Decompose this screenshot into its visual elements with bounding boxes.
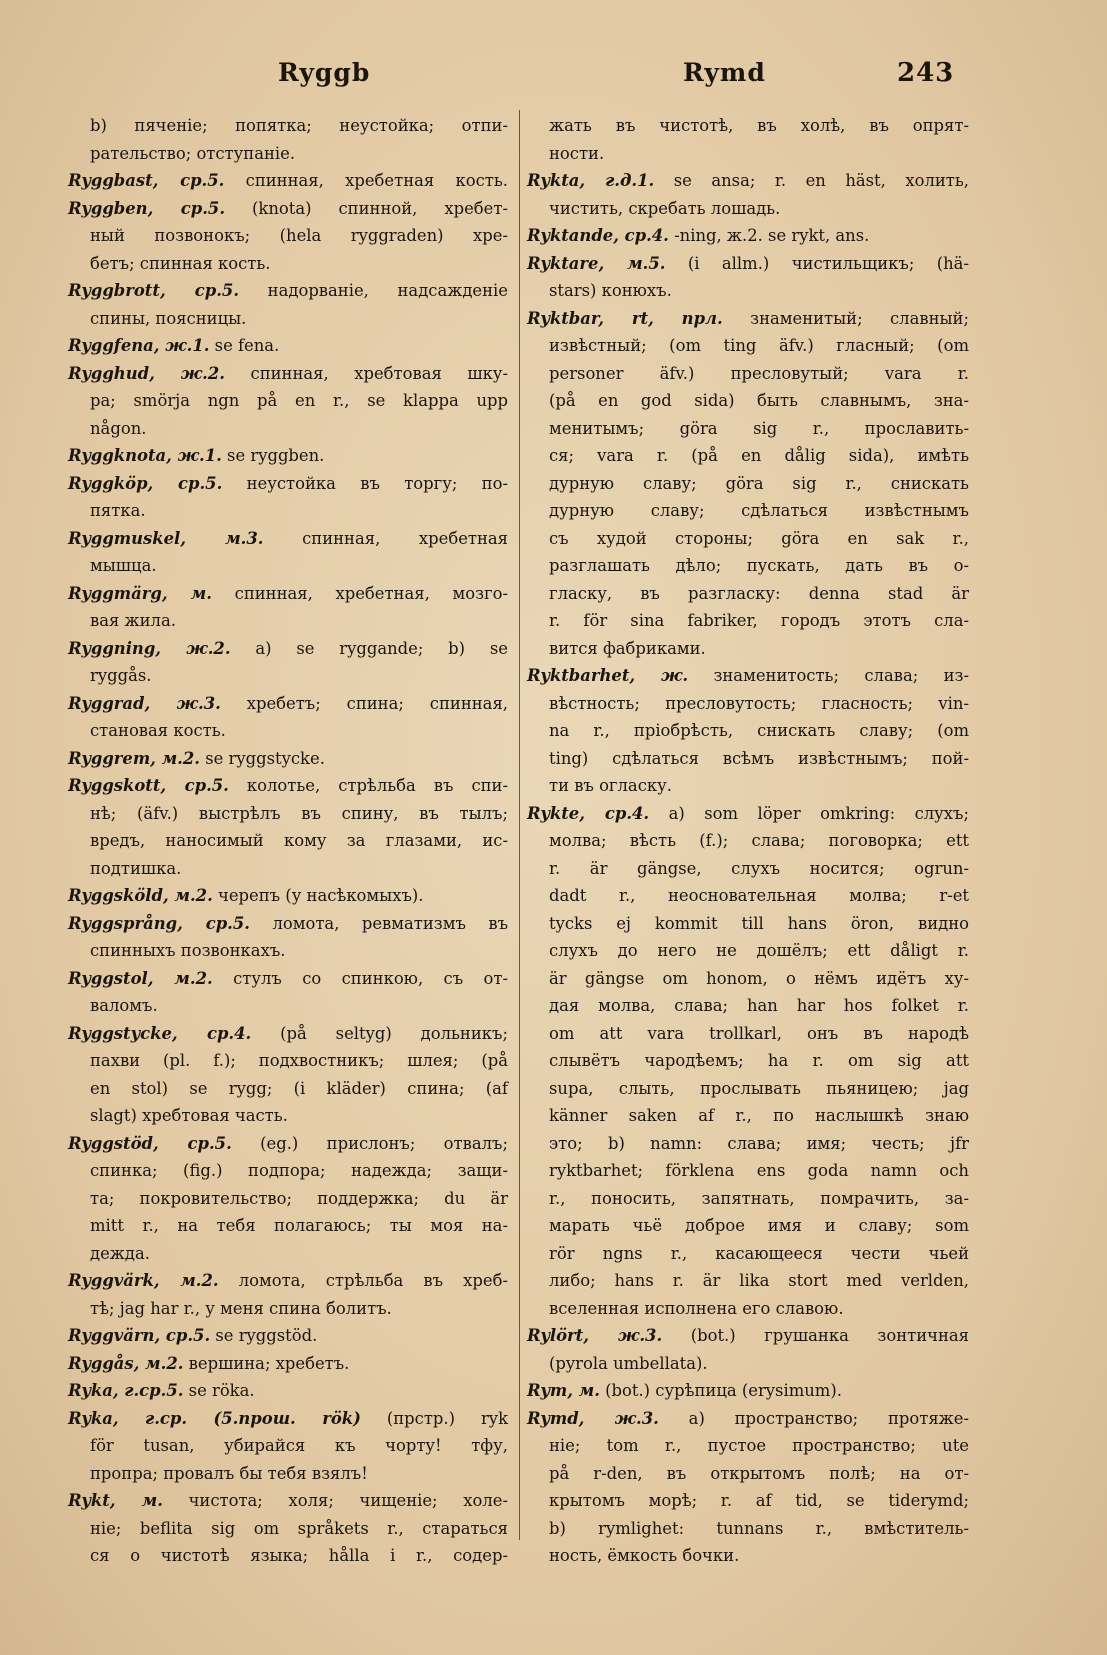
definition-text: ность, ёмкость бочки.: [549, 1546, 740, 1565]
definition-text: извѣстный; (om ting äfv.) гласный; (om: [549, 336, 969, 355]
definition-text: слывётъ чародѣемъ; ha r. om sig att: [549, 1051, 969, 1070]
dictionary-text-line: [68, 222, 508, 250]
definition-text: ryktbarhet; förklena ens goda namn och: [549, 1161, 969, 1180]
dictionary-entry-line: [68, 882, 508, 910]
definition-text: нѣ; (äfv.) выстрѣлъ въ спину, въ тылъ;: [90, 803, 508, 823]
definition-text: ся; vara r. (på en dålig sida), имѣть: [549, 446, 969, 465]
dictionary-text-line: [527, 195, 969, 223]
headword: Ryggsprång, ср.5.: [68, 913, 251, 933]
definition-text: гласку, въ разгласку: denna stad är: [549, 583, 969, 603]
running-head-right: Rymd: [683, 58, 766, 87]
headword: Ryggskott, ср.5.: [68, 776, 229, 795]
dictionary-text-line: [527, 937, 969, 965]
headword: Ryggstycke, ср.4.: [68, 1023, 252, 1043]
dictionary-text-line: [527, 882, 969, 910]
definition-text: слухъ до него не дошёлъ; ett dåligt r.: [549, 941, 969, 960]
headword: Ryka, г.ср.5.: [68, 1381, 184, 1400]
definition-text: спинныхъ позвонкахъ.: [90, 941, 286, 960]
definition-text: подтишка.: [90, 858, 182, 878]
headword: Ryggås, м.2.: [68, 1353, 184, 1373]
dictionary-text-line: [68, 1240, 508, 1268]
definition-text: tycks ej kommit till hans öron, видно: [549, 913, 969, 933]
definition-text: колотье, стрѣльба въ спи-: [246, 776, 509, 795]
definition-text: мышца.: [90, 556, 157, 575]
definition-text: надорваніе, надсажденіе: [267, 281, 508, 300]
dictionary-entry-line: [68, 745, 508, 773]
dictionary-text-line: [527, 635, 969, 663]
definition-text: неустойка въ торгу; по-: [246, 473, 509, 493]
definition-text: en stol) se rygg; (i kläder) спина; (af: [90, 1078, 508, 1098]
headword: Ryggfena, ж.1.: [68, 336, 210, 355]
headword: Ryggköp, ср.5.: [68, 473, 223, 493]
definition-text: съ худой стороны; göra en sak r.,: [549, 528, 969, 548]
dictionary-text-line: [68, 1432, 508, 1460]
definition-text: någon.: [90, 418, 147, 438]
dictionary-entry-line: [68, 690, 508, 718]
definition-text: спинка; (fig.) подпора; надежда; защи-: [90, 1161, 508, 1180]
definition-text: ryggås.: [90, 666, 152, 685]
definition-text: om att vara trollkarl, онъ въ народѣ: [549, 1023, 969, 1043]
dictionary-text-line: [527, 360, 969, 388]
definition-text: (bot.) сурѣпица (erysimum).: [605, 1381, 842, 1400]
definition-text: вая жила.: [90, 611, 176, 630]
definition-text: (pyrola umbellata).: [549, 1353, 708, 1373]
dictionary-entry-line: [68, 1020, 508, 1048]
headword: Ryggning, ж.2.: [68, 638, 231, 658]
definition-text: (knota) спинной, хребет-: [252, 198, 508, 218]
definition-text: b) пяченіе; попятка; неустойка; отпи-: [90, 116, 508, 135]
definition-text: se ryggben.: [227, 446, 325, 465]
definition-text: supa, слыть, прослывать пьяницею; jag: [549, 1078, 969, 1098]
definition-text: se ryggstöd.: [215, 1326, 318, 1345]
definition-text: rör ngns r., касающееся чести чьей: [549, 1243, 969, 1263]
definition-text: вершина; хребетъ.: [188, 1353, 350, 1373]
definition-text: хребетъ; спина; спинная,: [246, 693, 508, 713]
definition-text: (bot.) грушанка зонтичная: [690, 1326, 969, 1345]
headword: Ryggben, ср.5.: [68, 198, 226, 218]
dictionary-entry-line: [527, 222, 969, 250]
definition-text: знаменитый; славный;: [750, 308, 969, 328]
definition-text: дежда.: [90, 1243, 150, 1263]
definition-text: либо; hans r. är lika stort med verlden,: [549, 1271, 969, 1290]
dictionary-entry-line: [68, 1405, 508, 1433]
dictionary-text-line: [68, 305, 508, 333]
headword: Ryka, г.ср. (5.прош. rök): [68, 1408, 361, 1428]
headword: Ryktbar, rt, прл.: [527, 308, 723, 328]
definition-text: ный позвонокъ; (hela ryggraden) хре-: [90, 226, 508, 245]
dictionary-text-line: [68, 112, 508, 140]
definition-text: a) se ryggande; b) se: [255, 638, 508, 658]
definition-text: вредъ, наносимый кому за глазами, ис-: [90, 831, 508, 850]
dictionary-text-line: [527, 1157, 969, 1185]
dictionary-text-line: [68, 1185, 508, 1213]
dictionary-entry-line: [68, 1487, 508, 1515]
dictionary-text-line: [68, 1542, 508, 1570]
headword: Ryggmärg, м.: [68, 583, 212, 603]
dictionary-text-line: [527, 140, 969, 168]
dictionary-text-line: [527, 442, 969, 470]
dictionary-text-line: [527, 992, 969, 1020]
dictionary-entry-line: [527, 662, 969, 690]
definition-text: дая молва, слава; han har hos folket r.: [549, 996, 969, 1015]
dictionary-text-line: [527, 1047, 969, 1075]
dictionary-text-line: [527, 607, 969, 635]
definition-text: ся о чистотѣ языка; hålla i r., содер-: [90, 1546, 508, 1565]
definition-text: стулъ со спинкою, съ от-: [233, 968, 508, 988]
dictionary-entry-line: [68, 195, 508, 223]
definition-text: ломота, ревматизмъ въ: [272, 913, 509, 933]
headword: Ryggbrott, ср.5.: [68, 281, 240, 300]
definition-text: знаменитость; слава; из-: [713, 666, 969, 685]
dictionary-text-line: [527, 1487, 969, 1515]
definition-text: пропра; провалъ бы тебя взялъ!: [90, 1463, 368, 1483]
dictionary-text-line: [527, 1460, 969, 1488]
definition-text: вѣстность; пресловутость; гласность; vin-: [549, 693, 969, 713]
definition-text: (på en god sida) быть славнымъ, зна-: [549, 391, 969, 410]
dictionary-text-line: [527, 1542, 969, 1570]
definition-text: se fena.: [214, 336, 280, 355]
definition-text: på r-den, въ открытомъ полѣ; на от-: [549, 1463, 969, 1483]
definition-text: ніе; beflita sig om språkets r., стараться: [90, 1518, 508, 1538]
dictionary-text-line: [68, 937, 508, 965]
dictionary-text-line: [68, 497, 508, 525]
dictionary-text-line: [68, 1075, 508, 1103]
dictionary-text-line: [68, 387, 508, 415]
dictionary-text-line: [527, 497, 969, 525]
definition-text: крытомъ морѣ; r. af tid, se tiderymd;: [549, 1491, 969, 1510]
headword: Rykt, м.: [68, 1491, 163, 1510]
headword: Ryggrem, м.2.: [68, 748, 200, 768]
definition-text: a) пространство; протяже-: [688, 1408, 970, 1428]
dictionary-text-line: [68, 552, 508, 580]
definition-text: (eg.) прислонъ; отвалъ;: [260, 1133, 508, 1153]
dictionary-text-line: [527, 827, 969, 855]
dictionary-text-line: [68, 1157, 508, 1185]
dictionary-text-line: [527, 415, 969, 443]
definition-text: спинная, хребетная кость.: [245, 171, 508, 190]
definition-text: та; покровительство; поддержка; du är: [90, 1188, 508, 1208]
dictionary-entry-line: [68, 772, 508, 800]
definition-text: чистота; холя; чищеніе; холе-: [188, 1491, 508, 1510]
definition-text: dadt r., неосновательная молва; r-et: [549, 886, 969, 905]
definition-text: становая кость.: [90, 721, 226, 740]
definition-text: разглашать дѣло; пускать, дать въ о-: [549, 556, 969, 575]
definition-text: stars) конюхъ.: [549, 281, 672, 300]
dictionary-text-line: [68, 250, 508, 278]
dictionary-text-line: [527, 387, 969, 415]
dictionary-entry-line: [527, 1377, 969, 1405]
definition-text: personer äfv.) пресловутый; vara r.: [549, 363, 969, 383]
dictionary-text-line: [527, 717, 969, 745]
dictionary-entry-line: [527, 305, 969, 333]
dictionary-entry-line: [68, 1377, 508, 1405]
dictionary-text-line: [68, 662, 508, 690]
dictionary-text-line: [68, 1295, 508, 1323]
dictionary-text-line: [527, 1267, 969, 1295]
definition-text: менитымъ; göra sig r., прославить-: [549, 418, 969, 438]
dictionary-text-line: [527, 1240, 969, 1268]
dictionary-entry-line: [68, 167, 508, 195]
dictionary-text-line: [527, 855, 969, 883]
page-number: 243: [897, 58, 955, 88]
dictionary-text-line: [527, 1515, 969, 1543]
dictionary-text-line: [68, 1460, 508, 1488]
dictionary-text-line: [527, 1020, 969, 1048]
dictionary-text-line: [527, 910, 969, 938]
dictionary-entry-line: [527, 250, 969, 278]
headword: Ryggvärk, м.2.: [68, 1271, 219, 1290]
dictionary-text-line: [68, 140, 508, 168]
dictionary-entry-line: [68, 635, 508, 663]
dictionary-text-line: [527, 1295, 969, 1323]
dictionary-text-line: [68, 1212, 508, 1240]
definition-text: черепъ (у насѣкомыхъ).: [218, 886, 424, 905]
dictionary-text-line: [527, 1185, 969, 1213]
definition-text: чистить, скребать лошадь.: [549, 198, 781, 218]
definition-text: молва; вѣсть (f.); слава; поговорка; ett: [549, 831, 969, 850]
dictionary-entry-line: [68, 470, 508, 498]
right-column: [527, 112, 969, 1570]
definition-text: рательство; отступаніе.: [90, 143, 296, 163]
dictionary-entry-line: [68, 442, 508, 470]
headword: Ryktbarhet, ж.: [527, 666, 689, 685]
dictionary-text-line: [527, 1432, 969, 1460]
dictionary-entry-line: [68, 1350, 508, 1378]
definition-text: mitt r., на тебя полагаюсь; ты моя на-: [90, 1216, 508, 1235]
definition-text: жать въ чистотѣ, въ холѣ, въ опрят-: [549, 116, 969, 135]
dictionary-text-line: [527, 580, 969, 608]
headword: Ryggvärn, ср.5.: [68, 1326, 211, 1345]
definition-text: känner saken af r., по наслышкѣ знаю: [549, 1106, 969, 1125]
headword: Ryktare, м.5.: [527, 253, 666, 273]
dictionary-text-line: [68, 1102, 508, 1130]
definition-text: спинная, хребтовая шку-: [250, 363, 508, 383]
headword: Rylört, ж.3.: [527, 1326, 663, 1345]
dictionary-entry-line: [68, 332, 508, 360]
definition-text: бетъ; спинная кость.: [90, 253, 271, 273]
dictionary-entry-line: [68, 1322, 508, 1350]
dictionary-text-line: [527, 552, 969, 580]
dictionary-text-line: [68, 1515, 508, 1543]
definition-text: slagt) хребтовая часть.: [90, 1106, 288, 1125]
definition-text: марать чьё доброе имя и славу; som: [549, 1216, 969, 1235]
headword: Ryggbast, ср.5.: [68, 171, 225, 190]
definition-text: se ansa; r. en häst, холить,: [673, 171, 969, 190]
dictionary-entry-line: [527, 800, 969, 828]
definition-text: тѣ; jag har r., у меня спина болитъ.: [90, 1298, 392, 1318]
dictionary-text-line: [527, 745, 969, 773]
definition-text: r. för sina fabriker, городъ этотъ сла-: [549, 611, 969, 630]
definition-text: пятка.: [90, 501, 146, 520]
headword: Rykte, ср.4.: [527, 803, 650, 823]
running-head-left: Ryggb: [278, 58, 371, 87]
definition-text: -ning, ж.2. se rykt, ans.: [674, 226, 870, 245]
dictionary-text-line: [527, 1075, 969, 1103]
dictionary-text-line: [527, 690, 969, 718]
definition-text: ломота, стрѣльба въ хреб-: [238, 1271, 508, 1290]
dictionary-entry-line: [527, 1405, 969, 1433]
definition-text: ти въ огласку.: [549, 776, 672, 795]
definition-text: дурную славу; сдѣлаться извѣстнымъ: [549, 501, 969, 520]
headword: Ryktande, ср.4.: [527, 226, 669, 245]
dictionary-text-line: [527, 525, 969, 553]
definition-text: (прстр.) ryk: [386, 1408, 508, 1428]
definition-text: na r., пріобрѣсть, снискать славу; (om: [549, 721, 969, 740]
definition-text: ра; smörja ngn på en r., se klappa upp: [90, 391, 508, 410]
headword: Ryggstöd, ср.5.: [68, 1133, 232, 1153]
column-divider: [519, 110, 520, 1540]
definition-text: спинная, хребетная: [302, 528, 508, 548]
definition-text: r., поносить, запятнать, помрачить, за-: [549, 1188, 969, 1208]
dictionary-text-line: [527, 1212, 969, 1240]
definition-text: ting) сдѣлаться всѣмъ извѣстнымъ; пой-: [549, 748, 969, 768]
headword: Ryggrad, ж.3.: [68, 693, 221, 713]
dictionary-text-line: [527, 1130, 969, 1158]
headword: Rygghud, ж.2.: [68, 363, 226, 383]
dictionary-text-line: [68, 827, 508, 855]
headword: Rykta, г.д.1.: [527, 171, 655, 190]
headword: Ryggsköld, м.2.: [68, 886, 213, 905]
dictionary-entry-line: [527, 1322, 969, 1350]
definition-text: вселенная исполнена его славою.: [549, 1298, 844, 1318]
headword: Ryggknota, ж.1.: [68, 446, 222, 465]
dictionary-entry-line: [68, 580, 508, 608]
dictionary-entry-line: [68, 360, 508, 388]
definition-text: för tusan, убирайся къ чорту! тфу,: [90, 1436, 508, 1455]
dictionary-text-line: [527, 1102, 969, 1130]
dictionary-text-line: [527, 112, 969, 140]
definition-text: se ryggstycke.: [205, 748, 325, 768]
headword: Rym, м.: [527, 1381, 600, 1400]
dictionary-entry-line: [68, 1267, 508, 1295]
dictionary-entry-line: [68, 1130, 508, 1158]
dictionary-text-line: [527, 470, 969, 498]
definition-text: валомъ.: [90, 996, 158, 1015]
definition-text: ніе; tom r., пустое пространство; ute: [549, 1436, 969, 1455]
definition-text: спины, поясницы.: [90, 308, 247, 328]
dictionary-entry-line: [68, 277, 508, 305]
definition-text: (på seltyg) дольникъ;: [280, 1023, 508, 1043]
definition-text: вится фабриками.: [549, 638, 706, 658]
dictionary-text-line: [527, 277, 969, 305]
definition-text: b) rymlighet: tunnans r., вмѣститель-: [549, 1518, 969, 1538]
dictionary-text-line: [527, 332, 969, 360]
definition-text: (i allm.) чистильщикъ; (hä-: [687, 253, 969, 273]
dictionary-entry-line: [68, 965, 508, 993]
definition-text: это; b) namn: слава; имя; честь; jfr: [549, 1133, 969, 1153]
definition-text: r. är gängse, слухъ носится; ogrun-: [549, 858, 969, 878]
dictionary-text-line: [527, 772, 969, 800]
dictionary-text-line: [68, 855, 508, 883]
dictionary-text-line: [68, 717, 508, 745]
definition-text: ности.: [549, 143, 605, 163]
dictionary-text-line: [527, 1350, 969, 1378]
headword: Ryggstol, м.2.: [68, 968, 213, 988]
dictionary-entry-line: [527, 167, 969, 195]
dictionary-text-line: [68, 415, 508, 443]
dictionary-text-line: [68, 607, 508, 635]
definition-text: пахви (pl. f.); подхвостникъ; шлея; (på: [90, 1051, 508, 1070]
dictionary-text-line: [68, 1047, 508, 1075]
definition-text: дурную славу; göra sig r., снискать: [549, 473, 969, 493]
headword: Ryggmuskel, м.3.: [68, 528, 264, 548]
definition-text: a) som löper omkring: слухъ;: [668, 803, 969, 823]
definition-text: спинная, хребетная, мозго-: [234, 583, 508, 603]
dictionary-entry-line: [68, 910, 508, 938]
definition-text: är gängse om honom, о нёмъ идётъ ху-: [549, 968, 969, 988]
headword: Rymd, ж.3.: [527, 1408, 659, 1428]
definition-text: se röka.: [188, 1381, 255, 1400]
dictionary-entry-line: [68, 525, 508, 553]
left-column: [68, 112, 508, 1570]
dictionary-text-line: [68, 800, 508, 828]
dictionary-text-line: [527, 965, 969, 993]
dictionary-text-line: [68, 992, 508, 1020]
